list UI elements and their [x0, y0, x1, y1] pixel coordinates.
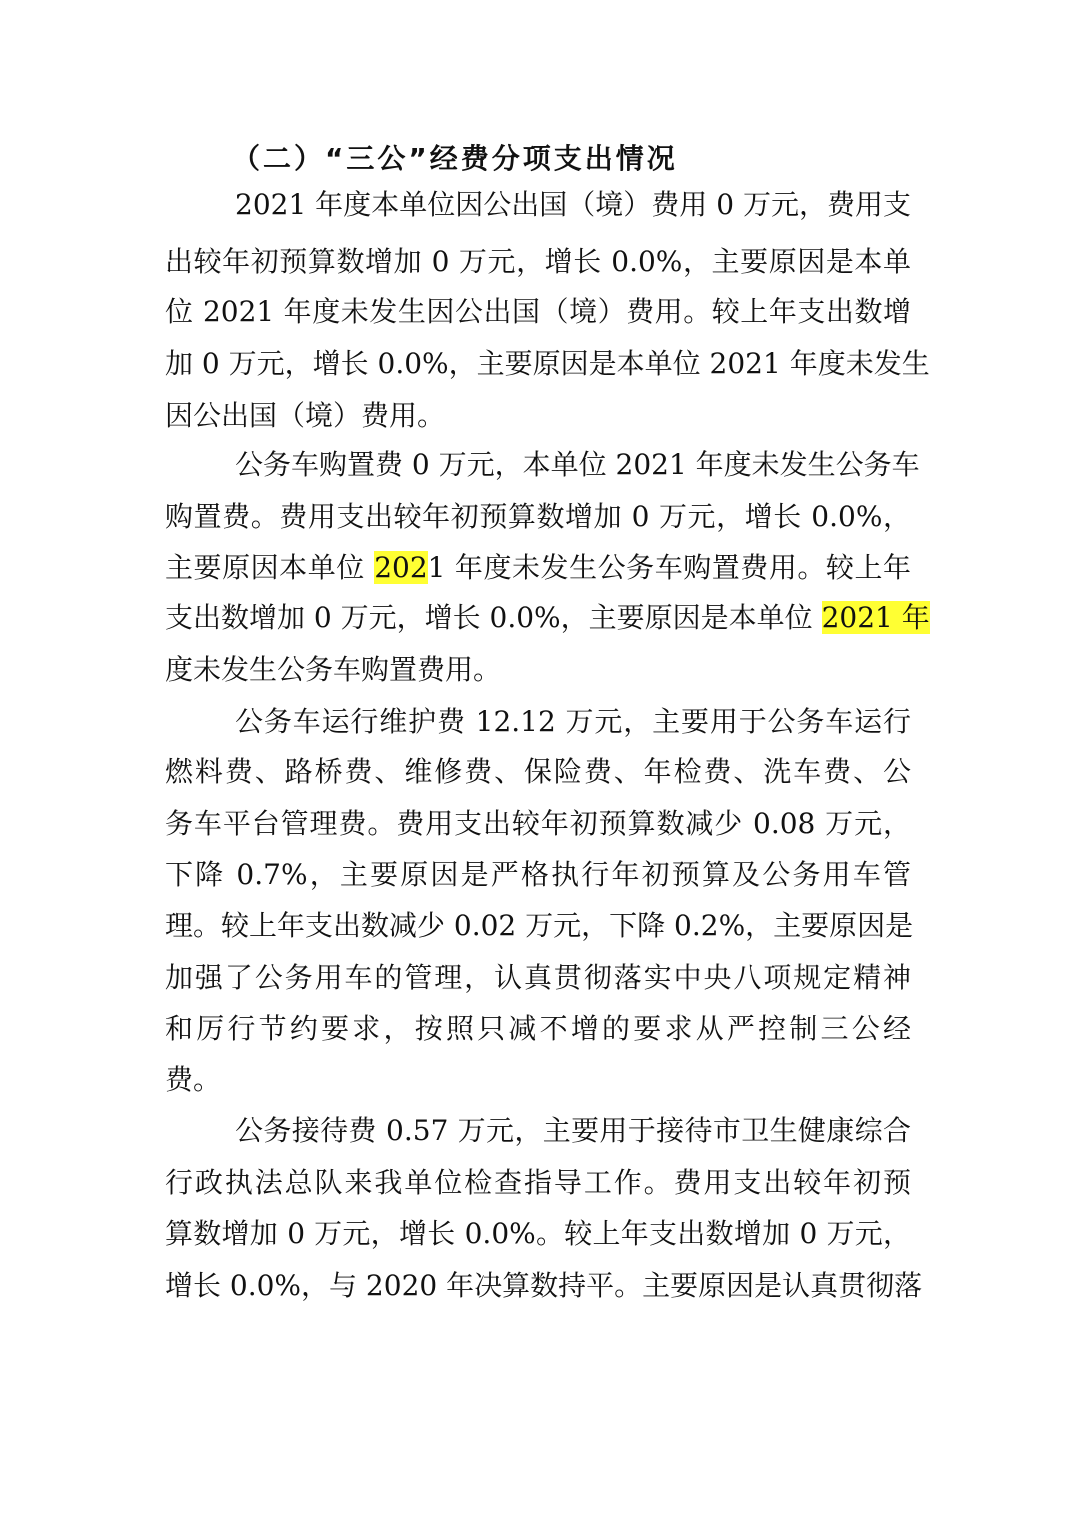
paragraph-line [165, 598, 930, 638]
paragraph-line: 费。 [165, 1063, 222, 1096]
paragraph-line: 度未发生公务车购置费用。 [165, 653, 502, 686]
paragraph-line: 务车平台管理费。费用支出较年初预算数减少 0.08 万元， [165, 807, 911, 840]
paragraph-line: 公务车购置费 0 万元，本单位 2021 年度未发生公务车 [235, 448, 920, 481]
paragraph-line: 公务接待费 0.57 万元，主要用于接待市卫生健康综合 [235, 1114, 911, 1147]
paragraph-line: 出较年初预算数增加 0 万元，增长 0.0%，主要原因是本单 [165, 245, 911, 278]
line-text: 支出数增加 0 万元，增长 0.0%，主要原因是本单位 [165, 601, 822, 634]
paragraph-line: 位 2021 年度未发生因公出国（境）费用。较上年支出数增 [165, 295, 911, 328]
paragraph-line: 2021 年度本单位因公出国（境）费用 0 万元，费用支 [235, 188, 911, 221]
paragraph-line: 理。较上年支出数减少 0.02 万元，下降 0.2%，主要原因是 [165, 909, 914, 942]
paragraph-line: 增长 0.0%，与 2020 年决算数持平。主要原因是认真贯彻落 [165, 1269, 923, 1302]
paragraph-line: 算数增加 0 万元，增长 0.0%。较上年支出数增加 0 万元， [165, 1217, 911, 1250]
paragraph-line: 公务车运行维护费 12.12 万元，主要用于公务车运行 [235, 705, 911, 738]
paragraph-line: 行政执法总队来我单位检查指导工作。费用支出较年初预 [165, 1166, 911, 1199]
section-heading: （二）“三公”经费分项支出情况 [232, 142, 678, 175]
paragraph-line: 和厉行节约要求，按照只减不增的要求从严控制三公经 [165, 1012, 911, 1045]
paragraph-line: 加强了公务用车的管理，认真贯彻落实中央八项规定精神 [165, 961, 911, 994]
highlighted-text: 2021 年 [821, 601, 930, 634]
highlighted-text: 202 [374, 551, 428, 584]
paragraph-line: 燃料费、路桥费、维修费、保险费、年检费、洗车费、公 [165, 755, 911, 788]
paragraph-line: 加 0 万元，增长 0.0%，主要原因是本单位 2021 年度未发生 [165, 347, 930, 380]
line-text: 主要原因本单位 [165, 551, 375, 584]
line-text: 1 年度未发生公务车购置费用。较上年 [427, 551, 912, 584]
paragraph-line: 因公出国（境）费用。 [165, 399, 446, 432]
paragraph-line: 购置费。费用支出较年初预算数增加 0 万元，增长 0.0%， [165, 500, 911, 533]
paragraph-line: 下降 0.7%，主要原因是严格执行年初预算及公务用车管 [165, 858, 911, 891]
paragraph-line [165, 548, 911, 588]
